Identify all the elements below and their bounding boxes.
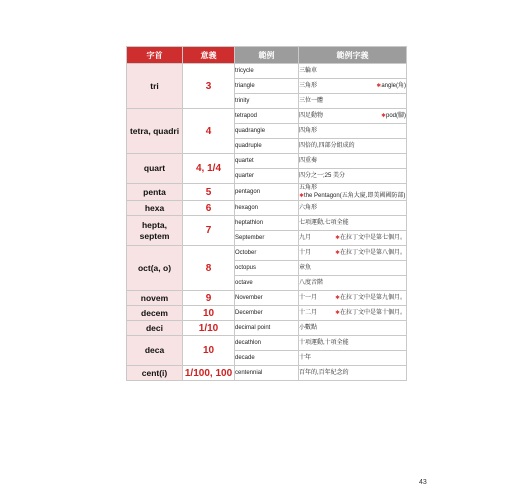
meaning-cell: 10 — [183, 306, 235, 321]
example-meaning-cell: 四重奏 — [299, 154, 407, 169]
meaning-cell: 1/10 — [183, 321, 235, 336]
prefix-cell: penta — [127, 184, 183, 201]
header-prefix: 字首 — [127, 47, 183, 64]
chinese-text: 九月 — [299, 235, 312, 241]
example-cell: quarter — [235, 169, 299, 184]
meaning-cell: 7 — [183, 216, 235, 246]
meaning-cell: 3 — [183, 64, 235, 109]
chinese-text: 三角形 — [299, 83, 318, 89]
footnote-text: 在拉丁文中是第七個月。 — [339, 235, 406, 241]
chinese-text: 十月 — [299, 250, 312, 256]
prefix-cell: novem — [127, 291, 183, 306]
example-cell: triangle — [235, 79, 299, 94]
table-row — [127, 306, 407, 321]
footnote-text: the Pentagon(五角大廈,即美國國防部) — [304, 193, 406, 199]
chinese-text: 五角形 — [299, 185, 318, 191]
table-row — [127, 184, 407, 201]
example-cell: tricycle — [235, 64, 299, 79]
footnote-text: 在拉丁文中是第八個月。 — [339, 250, 406, 256]
header-example-meaning: 範例字義 — [299, 47, 407, 64]
example-meaning-cell: 七項運動,七項全能 — [299, 216, 407, 231]
table-row — [127, 246, 407, 261]
example-cell: tetrapod — [235, 109, 299, 124]
prefix-cell: hexa — [127, 201, 183, 216]
meaning-cell: 6 — [183, 201, 235, 216]
example-cell: centennial — [235, 366, 299, 381]
example-meaning-cell: 十年 — [299, 351, 407, 366]
example-meaning-cell — [299, 306, 407, 321]
footnote — [376, 82, 406, 90]
example-meaning-cell: 小數點 — [299, 321, 407, 336]
meaning-cell: 1/100, 100 — [183, 366, 235, 381]
example-cell: decathlon — [235, 336, 299, 351]
prefix-cell: quart — [127, 154, 183, 184]
example-cell: quadruple — [235, 139, 299, 154]
footnote-text: 在拉丁文中是第九個月。 — [339, 295, 406, 301]
prefix-cell: oct(a, o) — [127, 246, 183, 291]
footnote — [335, 309, 406, 317]
prefix-cell: deci — [127, 321, 183, 336]
page-number: 43 — [419, 479, 427, 486]
header-row — [127, 47, 407, 64]
example-cell: decimal point — [235, 321, 299, 336]
meaning-cell: 10 — [183, 336, 235, 366]
example-meaning-cell: 三輪車 — [299, 64, 407, 79]
prefix-table — [126, 46, 407, 381]
table-row — [127, 291, 407, 306]
example-cell: octave — [235, 276, 299, 291]
table-row — [127, 216, 407, 231]
footnote-text: angle(角) — [381, 83, 406, 89]
example-meaning-cell: 四分之一;25 美分 — [299, 169, 407, 184]
example-meaning-cell: 八度音階 — [299, 276, 407, 291]
header-example: 範例 — [235, 47, 299, 64]
example-cell: octopus — [235, 261, 299, 276]
example-cell: trinity — [235, 94, 299, 109]
example-meaning-cell — [299, 184, 407, 201]
example-meaning-cell: 百年的,百年紀念的 — [299, 366, 407, 381]
table-row — [127, 64, 407, 79]
example-meaning-cell: 三位一體 — [299, 94, 407, 109]
asterisk-marker: ∗ — [334, 235, 340, 241]
example-cell: decade — [235, 351, 299, 366]
header-meaning: 意義 — [183, 47, 235, 64]
footnote — [335, 249, 406, 257]
footnote-text: pod(腳) — [385, 113, 406, 119]
table-row — [127, 366, 407, 381]
example-cell: December — [235, 306, 299, 321]
meaning-cell: 9 — [183, 291, 235, 306]
meaning-cell: 8 — [183, 246, 235, 291]
meaning-cell: 5 — [183, 184, 235, 201]
footnote-text: 在拉丁文中是第十個月。 — [339, 310, 406, 316]
example-meaning-cell — [299, 246, 407, 261]
example-meaning-cell — [299, 109, 407, 124]
example-cell: hexagon — [235, 201, 299, 216]
meaning-cell: 4 — [183, 109, 235, 154]
table-body — [127, 64, 407, 381]
table-row — [127, 201, 407, 216]
example-cell: quartet — [235, 154, 299, 169]
asterisk-marker: ∗ — [334, 310, 340, 316]
asterisk-marker: ∗ — [299, 193, 305, 199]
example-meaning-cell: 六角形 — [299, 201, 407, 216]
table-row — [127, 154, 407, 169]
example-cell: November — [235, 291, 299, 306]
example-meaning-cell: 四倍的,四部分組成的 — [299, 139, 407, 154]
table-row — [127, 109, 407, 124]
prefix-cell: tri — [127, 64, 183, 109]
prefix-cell: cent(i) — [127, 366, 183, 381]
example-meaning-cell — [299, 231, 407, 246]
asterisk-marker: ∗ — [380, 113, 386, 119]
asterisk-marker: ∗ — [334, 295, 340, 301]
prefix-cell: hepta, septem — [127, 216, 183, 246]
chinese-text: 十一月 — [299, 295, 318, 301]
example-cell: quadrangle — [235, 124, 299, 139]
table-row — [127, 336, 407, 351]
example-cell: heptathlon — [235, 216, 299, 231]
table-row — [127, 321, 407, 336]
footnote — [335, 294, 406, 302]
footnote — [381, 112, 406, 120]
prefix-cell: decem — [127, 306, 183, 321]
example-meaning-cell: 十項運動,十項全能 — [299, 336, 407, 351]
example-meaning-cell: 章魚 — [299, 261, 407, 276]
footnote — [335, 234, 406, 242]
footnote — [299, 192, 406, 200]
example-cell: October — [235, 246, 299, 261]
chinese-text: 四足動物 — [299, 113, 324, 119]
prefix-cell: deca — [127, 336, 183, 366]
example-meaning-cell — [299, 291, 407, 306]
asterisk-marker: ∗ — [376, 83, 382, 89]
example-cell: pentagon — [235, 184, 299, 201]
example-cell: September — [235, 231, 299, 246]
example-meaning-cell: 四角形 — [299, 124, 407, 139]
asterisk-marker: ∗ — [334, 250, 340, 256]
example-meaning-cell — [299, 79, 407, 94]
meaning-cell: 4, 1/4 — [183, 154, 235, 184]
chinese-text: 十二月 — [299, 310, 318, 316]
prefix-cell: tetra, quadri — [127, 109, 183, 154]
